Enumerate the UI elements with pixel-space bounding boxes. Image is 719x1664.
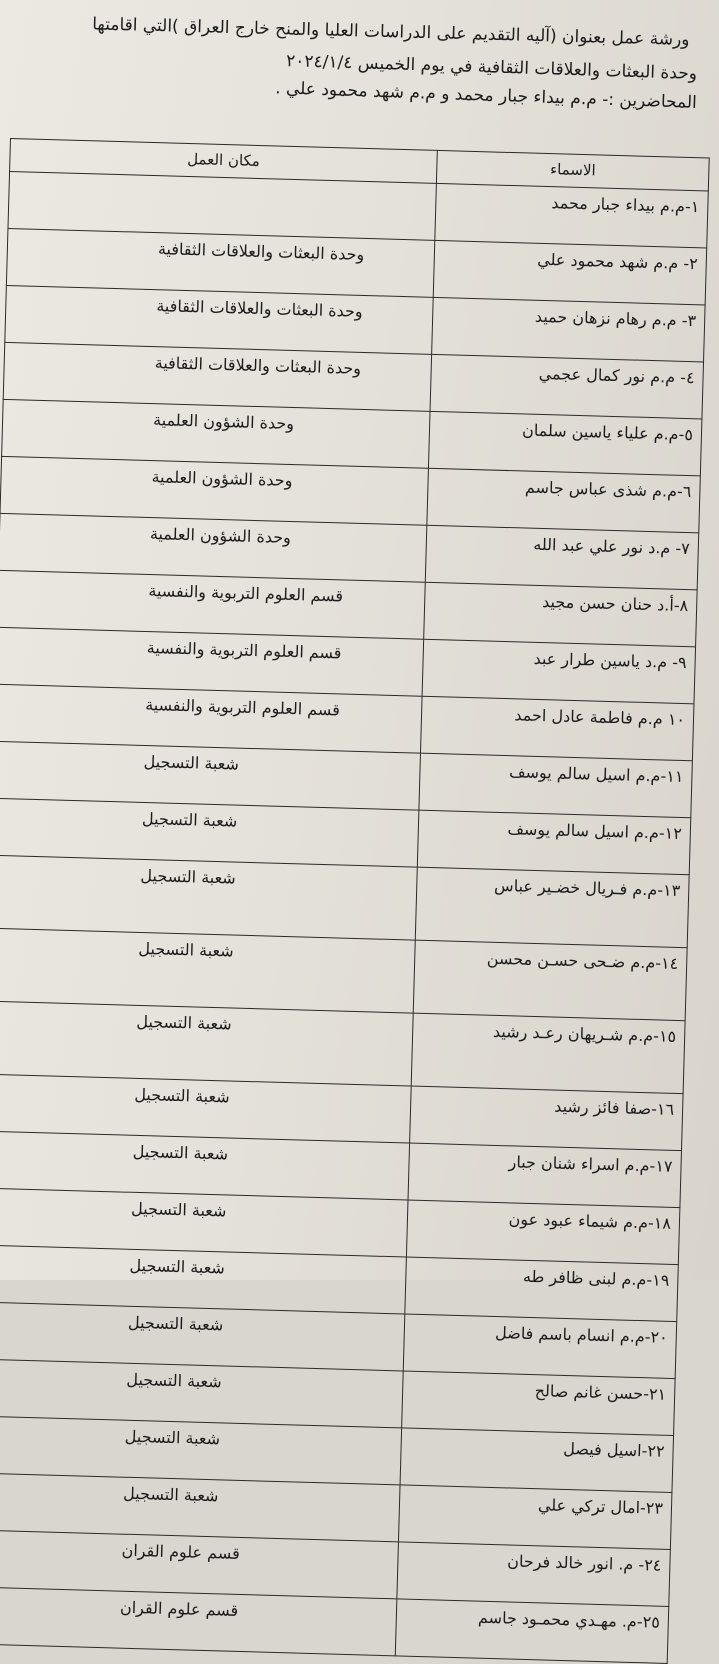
attendee-workplace: وحدة البعثات والعلاقات الثقافية: [5, 285, 434, 354]
column-header-workplace: مكان العمل: [10, 139, 438, 184]
attendee-name: ١-م.م بيداء جبار محمد: [435, 183, 708, 248]
attendee-name: ٧- م.د نور علي عبد الله: [425, 525, 698, 590]
attendee-name: ١١-م.م اسيل سالم يوسف: [419, 753, 692, 818]
attendee-workplace: وحدة الشؤون العلمية: [2, 399, 431, 468]
attendee-name: ٨-أ.د حنان حسن مجيد: [424, 582, 697, 647]
attendee-workplace: شعبة التسجيل: [0, 1302, 405, 1371]
attendee-name: ١٨-م.م شيماء عبود عون: [407, 1200, 680, 1265]
attendee-workplace: شعبة التسجيل: [0, 1001, 413, 1086]
header-line-3: المحاضرين :- م.م بيداء جبار محمد و م.م شهد محمود علي .: [275, 78, 698, 113]
attendee-workplace: شعبة التسجيل: [0, 1245, 407, 1314]
attendee-workplace: قسم علوم القران: [0, 1530, 399, 1599]
attendees-table: [0, 138, 710, 1664]
attendee-workplace: شعبة التسجيل: [0, 1074, 411, 1143]
attendee-name: ٢٠-م.م انسام باسم فاضل: [403, 1314, 676, 1379]
attendee-workplace: قسم العلوم التربوية والنفسية: [0, 684, 422, 753]
attendee-workplace: شعبة التسجيل: [0, 855, 417, 940]
attendee-name: ١٢-م.م اسيل سالم يوسف: [417, 810, 690, 875]
attendee-workplace: شعبة التسجيل: [0, 928, 415, 1013]
attendee-workplace: قسم علوم القران: [0, 1587, 397, 1656]
attendee-workplace: وحدة الشؤون العلمية: [0, 513, 427, 582]
attendee-name: ٣- م.م رهام نزهان حميد: [432, 297, 705, 362]
attendee-name: ٢٢-اسيل فيصل: [400, 1428, 673, 1493]
attendee-workplace: وحدة البعثات والعلاقات الثقافية: [3, 342, 432, 411]
header-line-2: وحدة البعثات والعلاقات الثقافية في يوم الخميس ٢٠٢٤/١/٤: [285, 51, 698, 84]
attendee-name: ١٣-م.م فـريال خضـير عباس: [415, 867, 689, 948]
attendee-name: ٢٣-امال تركي علي: [399, 1485, 672, 1550]
attendee-name: ٢- م.م شهد محمود علي: [433, 240, 706, 305]
attendee-name: ١٧-م.م اسراء شنان جبار: [408, 1143, 681, 1208]
attendee-workplace: وحدة البعثات والعلاقات الثقافية: [6, 228, 435, 297]
attendee-name: ٩- م.د ياسين طرار عبد: [422, 639, 695, 704]
attendee-workplace: شعبة التسجيل: [0, 741, 421, 810]
header-line-1: ورشة عمل بعنوان (آليه التقديم على الدراسات العليا والمنح خارج العراق )التي اقامتها: [91, 14, 690, 50]
attendee-workplace: وحدة الشؤون العلمية: [0, 456, 429, 525]
attendee-name: ٢٥-م. مهـدي محمـود جاسم: [395, 1599, 668, 1664]
attendee-name: ٢٤- م. انور خالد فرحان: [397, 1542, 670, 1607]
attendee-name: ١٩-م.م لبنى ظافر طه: [405, 1257, 678, 1322]
attendee-workplace: شعبة التسجيل: [0, 1188, 408, 1257]
attendee-workplace: شعبة التسجيل: [0, 1131, 410, 1200]
attendee-workplace: شعبة التسجيل: [0, 1473, 400, 1542]
column-header-names: الاسماء: [437, 150, 710, 191]
attendee-name: ١٤-م.م ضـحى حسـن محسن: [413, 940, 687, 1021]
attendee-name: ٢١-حسن غانم صالح: [402, 1371, 675, 1436]
attendee-workplace: شعبة التسجيل: [0, 798, 419, 867]
attendee-workplace: قسم العلوم التربوية والنفسية: [0, 627, 424, 696]
attendee-name: ٤- م.م نور كمال عجمي: [430, 354, 703, 419]
attendee-name: ٥-م.م علياء ياسين سلمان: [429, 411, 702, 476]
attendee-workplace: شعبة التسجيل: [0, 1359, 403, 1428]
attendee-workplace: شعبة التسجيل: [0, 1416, 402, 1485]
attendee-name: ١٥-م.م شـريهان رعـد رشيد: [411, 1013, 685, 1094]
attendee-name: ١٠ م.م فاطمة عادل احمد: [421, 696, 694, 761]
attendee-workplace: قسم العلوم التربوية والنفسية: [0, 570, 425, 639]
attendee-name: ١٦-صفا فائز رشيد: [410, 1086, 683, 1151]
attendee-name: ٦-م.م شذى عباس جاسم: [427, 468, 700, 533]
